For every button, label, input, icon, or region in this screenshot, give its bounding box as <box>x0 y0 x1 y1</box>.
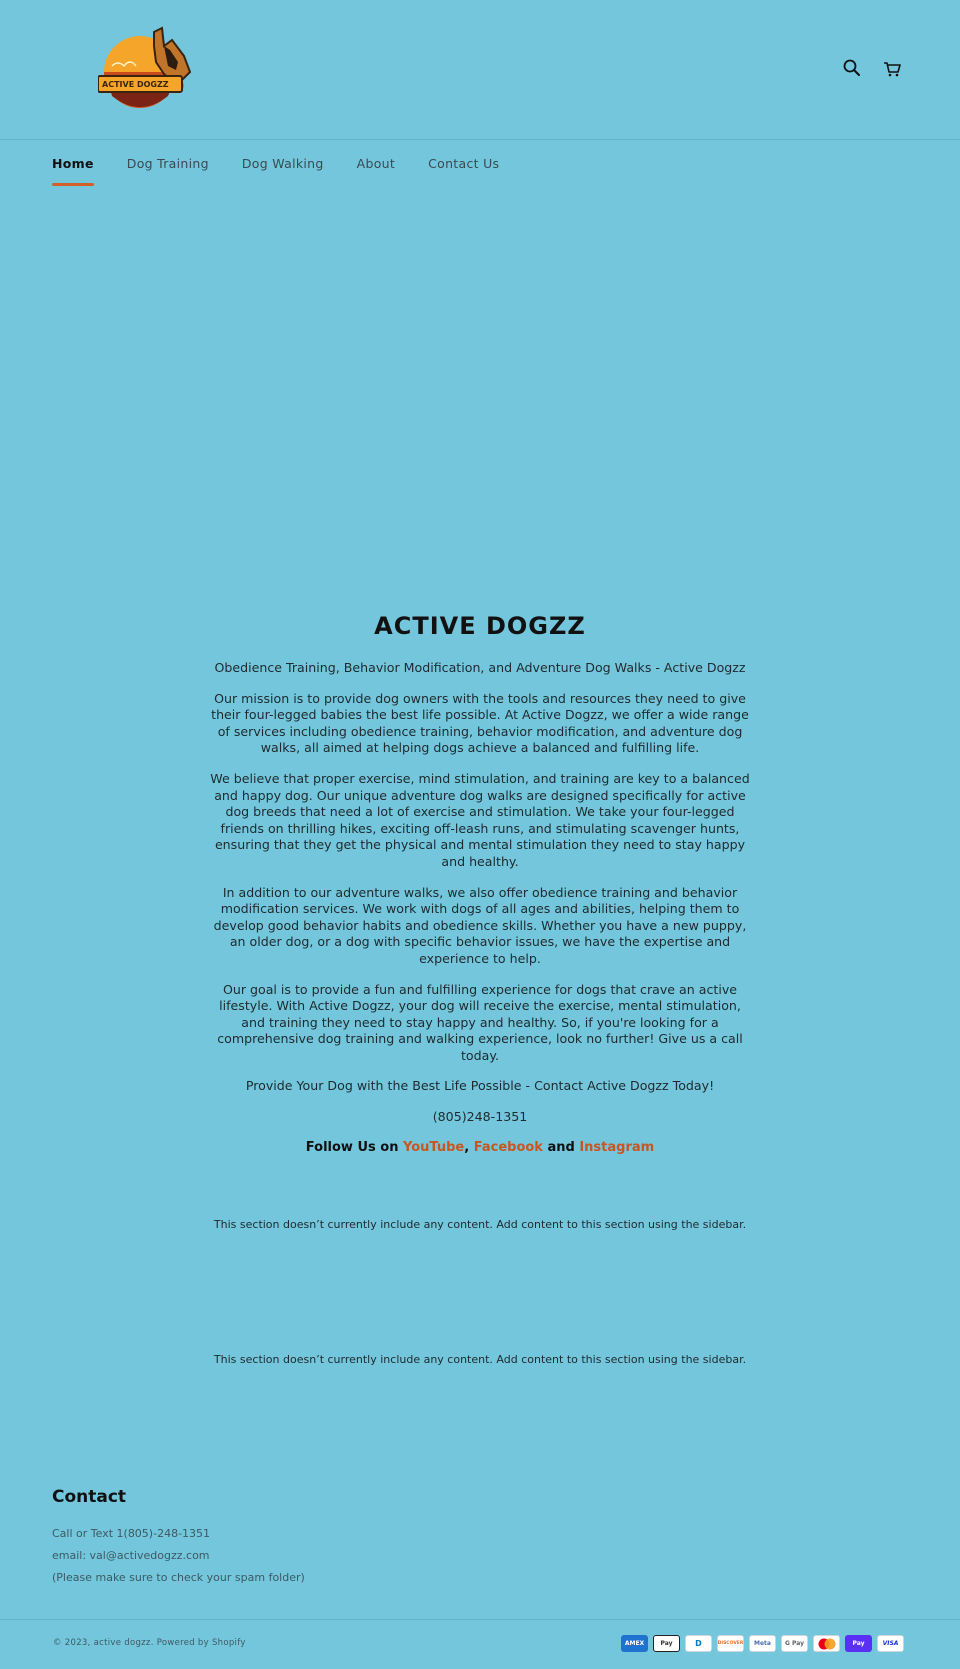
empty-section-note: This section doesn’t currently include any content. Add content to this section using the sidebar. <box>213 1218 747 1231</box>
follow-and: and <box>542 1139 580 1155</box>
active-dogzz-logo[interactable] <box>98 26 192 112</box>
paragraph-training: In addition to our adventure walks, we also offer obedience training and behavior modification services. We work with dogs of all ages and abilities, helping them to develop good behavior habits and obedience skills. Whether you have a new puppy, an older dog, or a dog with specific behavior issues, we have the expertise and experience to help. <box>213 884 747 966</box>
meta-pay-icon: Meta <box>749 1635 776 1652</box>
empty-section-note: This section doesn’t currently include any content. Add content to this section using the sidebar. <box>213 1353 747 1366</box>
copyright: © 2023, active dogzz. Powered by Shopify <box>53 1638 246 1648</box>
follow-comma: , <box>464 1139 470 1155</box>
cart-icon[interactable] <box>882 58 902 78</box>
nav-item-contact-us[interactable]: Contact Us <box>428 156 500 171</box>
footer-bottom <box>0 1619 960 1669</box>
shop-pay-icon: Pay <box>845 1635 872 1652</box>
phone-number: (805)248-1351 <box>432 1109 528 1125</box>
nav-item-dog-training[interactable]: Dog Training <box>126 156 209 171</box>
logo-text: ACTIVE DOGZZ <box>102 80 169 89</box>
site-header <box>0 0 960 140</box>
visa-icon: VISA <box>877 1635 904 1652</box>
follow-prefix: Follow Us on <box>305 1139 403 1155</box>
page-title: ACTIVE DOGZZ <box>374 612 586 640</box>
main-nav <box>52 140 499 186</box>
apple-pay-icon: Pay <box>653 1635 680 1652</box>
mastercard-icon <box>813 1635 840 1652</box>
follow-us-line <box>210 1140 750 1157</box>
subtitle: Obedience Training, Behavior Modification, and Adventure Dog Walks - Active Dogzz <box>214 660 746 675</box>
youtube-link[interactable]: YouTube <box>403 1139 465 1155</box>
google-pay-icon: G Pay <box>781 1635 808 1652</box>
nav-item-dog-walking[interactable]: Dog Walking <box>241 156 324 171</box>
paragraph-exercise: We believe that proper exercise, mind stimulation, and training are key to a balanced and happy dog. Our unique adventure dog walks are designed specifically for active dog breeds that need a lot of exercise and stimulation. We take your four-legged friends on thrilling hikes, exciting off-leash runs, and stimulating scavenger hunts, ensuring that they get the physical and mental stimulation they need to stay happy and healthy. <box>210 770 750 869</box>
discover-icon: DISCOVER <box>717 1635 744 1652</box>
call-to-action: Provide Your Dog with the Best Life Possible - Contact Active Dogzz Today! <box>245 1078 715 1094</box>
paragraph-mission: Our mission is to provide dog owners with the tools and resources they need to give their four-legged babies the best life possible. At Active Dogzz, we offer a wide range of services including obedience training, behavior modification, and adventure dog walks, all aimed at helping dogs achieve a balanced and fulfilling life. <box>211 690 749 756</box>
contact-phone: Call or Text 1(805)-248-1351 <box>52 1527 211 1540</box>
facebook-link[interactable]: Facebook <box>473 1139 543 1155</box>
paragraph-goal: Our goal is to provide a fun and fulfilling experience for dogs that crave an active lifestyle. With Active Dogzz, your dog will receive the exercise, mental stimulation, and training they need to stay happy and healthy. So, if you're looking for a comprehensive dog training and walking experience, look no further! Give us a call today. <box>217 981 743 1063</box>
nav-item-home[interactable]: Home <box>52 140 94 186</box>
contact-email: email: val@activedogzz.com <box>52 1549 210 1562</box>
contact-spam-note: (Please make sure to check your spam folder) <box>52 1571 305 1584</box>
contact-heading: Contact <box>52 1487 127 1507</box>
amex-icon: AMEX <box>621 1635 648 1652</box>
diners-club-icon: D <box>685 1635 712 1652</box>
payment-icons <box>621 1635 904 1652</box>
search-icon[interactable] <box>842 58 862 78</box>
footer-contact <box>52 1487 305 1589</box>
nav-item-about[interactable]: About <box>356 156 396 171</box>
instagram-link[interactable]: Instagram <box>579 1139 655 1155</box>
main-content <box>0 612 960 1170</box>
